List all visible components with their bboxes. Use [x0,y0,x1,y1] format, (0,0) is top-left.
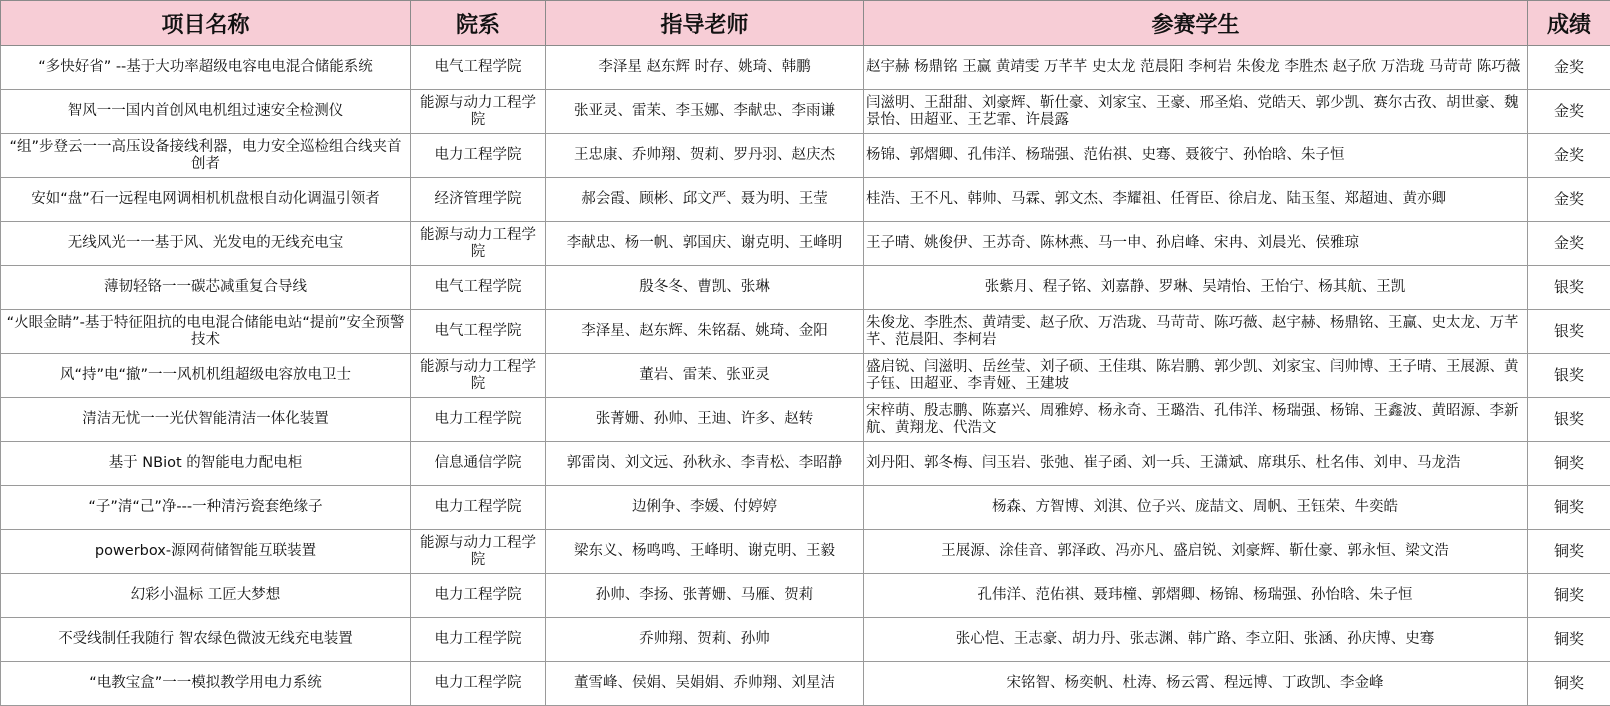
college-cell: 电力工程学院 [411,134,546,178]
result-cell: 金奖 [1528,222,1610,266]
result-cell: 金奖 [1528,46,1610,90]
students-cell: 王展源、涂佳音、郭泽政、冯亦凡、盛启锐、刘豪辉、靳仕豪、郭永恒、梁文浩 [864,530,1528,574]
advisors-cell: 乔帅翔、贺莉、孙帅 [546,618,864,662]
advisors-cell: 李献忠、杨一帆、郭国庆、谢克明、王峰明 [546,222,864,266]
students-cell: 张心恺、王志豪、胡力丹、张志渊、韩广路、李立阳、张涵、孙庆博、史骞 [864,618,1528,662]
students-cell: 孔伟洋、范佑祺、聂玮橦、郭熠卿、杨锦、杨瑞强、孙怡晗、朱子恒 [864,574,1528,618]
college-cell: 能源与动力工程学院 [411,90,546,134]
result-cell: 金奖 [1528,134,1610,178]
advisors-cell: 郝会霞、顾彬、邱文严、聂为明、王莹 [546,178,864,222]
result-cell: 铜奖 [1528,618,1610,662]
college-cell: 电力工程学院 [411,618,546,662]
table-row [1,354,1610,398]
result-cell: 铜奖 [1528,486,1610,530]
advisors-cell: 郭雷岗、刘文远、孙秋永、李青松、李昭静 [546,442,864,486]
college-cell: 能源与动力工程学院 [411,222,546,266]
students-cell: 张紫月、程子铭、刘嘉静、罗琳、吴靖怡、王怡宁、杨其航、王凯 [864,266,1528,310]
college-cell: 能源与动力工程学院 [411,530,546,574]
header-project: 项目名称 [1,1,411,46]
result-cell: 银奖 [1528,354,1610,398]
advisors-cell: 边俐争、李媛、付婷婷 [546,486,864,530]
project-cell: “子”清“己”净---一种清污瓷套绝缘子 [1,486,411,530]
header-students: 参赛学生 [864,1,1528,46]
college-cell: 经济管理学院 [411,178,546,222]
advisors-cell: 张菁姗、孙帅、王迪、许多、赵转 [546,398,864,442]
college-cell: 能源与动力工程学院 [411,354,546,398]
table-row [1,46,1610,90]
project-cell: 基于 NBiot 的智能电力配电柜 [1,442,411,486]
college-cell: 电气工程学院 [411,46,546,90]
result-cell: 铜奖 [1528,442,1610,486]
header-advisors: 指导老师 [546,1,864,46]
project-cell: powerbox-源网荷储智能互联装置 [1,530,411,574]
result-cell: 金奖 [1528,178,1610,222]
students-cell: 桂浩、王不凡、韩帅、马霖、郭文杰、李耀祖、任胥臣、徐启龙、陆玉玺、郑超迪、黄亦卿 [864,178,1528,222]
project-cell: “电教宝盒”一一模拟教学用电力系统 [1,662,411,706]
college-cell: 电气工程学院 [411,266,546,310]
result-cell: 银奖 [1528,310,1610,354]
table-body [1,46,1610,706]
table-row [1,222,1610,266]
students-cell: 宋梓萌、殷志鹏、陈嘉兴、周雅婷、杨永奇、王璐浩、孔伟洋、杨瑞强、杨锦、王鑫波、黄昭源、李新航、黄翔龙、代浩文 [864,398,1528,442]
students-cell: 王子晴、姚俊伊、王苏奇、陈林燕、马一申、孙启峰、宋冉、刘晨光、侯雅琼 [864,222,1528,266]
table-row [1,574,1610,618]
project-cell: “多快好省” --基于大功率超级电容电电混合储能系统 [1,46,411,90]
college-cell: 电力工程学院 [411,398,546,442]
header-college: 院系 [411,1,546,46]
project-cell: “火眼金睛”-基于特征阻抗的电电混合储能电站“提前”安全预警技术 [1,310,411,354]
project-cell: 不受线制任我随行 智农绿色微波无线充电装置 [1,618,411,662]
table-row [1,310,1610,354]
table-row [1,266,1610,310]
table-row [1,398,1610,442]
advisors-cell: 梁东义、杨鸣鸣、王峰明、谢克明、王毅 [546,530,864,574]
project-cell: 风“持”电“撤”一一风机机组超级电容放电卫士 [1,354,411,398]
result-cell: 金奖 [1528,90,1610,134]
table-row [1,618,1610,662]
table-row [1,486,1610,530]
project-cell: 清洁无忧一一光伏智能清洁一体化装置 [1,398,411,442]
project-cell: “组”步登云一一高压设备接线利器，电力安全巡检组合线夹首创者 [1,134,411,178]
college-cell: 电气工程学院 [411,310,546,354]
result-cell: 铜奖 [1528,574,1610,618]
students-cell: 闫滋明、王甜甜、刘豪辉、靳仕豪、刘家宝、王豪、邢圣焰、党皓天、郭少凯、赛尔古孜、胡世豪、魏景怡、田超亚、王艺霏、许晨露 [864,90,1528,134]
advisors-cell: 张亚灵、雷茉、李玉娜、李献忠、李雨谦 [546,90,864,134]
advisors-cell: 王忠康、乔帅翔、贺莉、罗丹羽、赵庆杰 [546,134,864,178]
table-row [1,662,1610,706]
table-row [1,530,1610,574]
project-cell: 智风一一国内首创风电机组过速安全检测仪 [1,90,411,134]
college-cell: 电力工程学院 [411,574,546,618]
advisors-cell: 董岩、雷茉、张亚灵 [546,354,864,398]
header-row [1,1,1610,46]
project-cell: 无线风光一一基于风、光发电的无线充电宝 [1,222,411,266]
header-result: 成绩 [1528,1,1610,46]
advisors-cell: 李泽星、赵东辉、朱铭磊、姚琦、金阳 [546,310,864,354]
students-cell: 杨锦、郭熠卿、孔伟洋、杨瑞强、范佑祺、史骞、聂筱宁、孙怡晗、朱子恒 [864,134,1528,178]
college-cell: 电力工程学院 [411,662,546,706]
students-cell: 刘丹阳、郭冬梅、闫玉岩、张弛、崔子函、刘一兵、王潇斌、席琪乐、杜名伟、刘申、马龙浩 [864,442,1528,486]
students-cell: 宋铭智、杨奕帆、杜涛、杨云霄、程远博、丁政凯、李金峰 [864,662,1528,706]
result-cell: 铜奖 [1528,662,1610,706]
students-cell: 赵宇赫 杨鼎铭 王赢 黄靖雯 万芊芊 史太龙 范晨阳 李柯岩 朱俊龙 李胜杰 赵子欣 万浩珑 马苛苛 陈巧薇 [864,46,1528,90]
table-row [1,442,1610,486]
table-row [1,178,1610,222]
result-cell: 铜奖 [1528,530,1610,574]
project-cell: 安如“盘”石一远程电网调相机机盘根自动化调温引领者 [1,178,411,222]
students-cell: 盛启锐、闫滋明、岳丝莹、刘子硕、王佳琪、陈岩鹏、郭少凯、刘家宝、闫帅博、王子晴、王展源、黄子钰、田超亚、李青娅、王建坡 [864,354,1528,398]
college-cell: 信息通信学院 [411,442,546,486]
table-row [1,90,1610,134]
advisors-cell: 孙帅、李扬、张菁姗、马雁、贺莉 [546,574,864,618]
table-row [1,134,1610,178]
advisors-cell: 李泽星 赵东辉 时存、姚琦、韩鹏 [546,46,864,90]
advisors-cell: 董雪峰、侯娟、吴娟娟、乔帅翔、刘星洁 [546,662,864,706]
students-cell: 朱俊龙、李胜杰、黄靖雯、赵子欣、万浩珑、马苛苛、陈巧薇、赵宇赫、杨鼎铭、王赢、史太龙、万芊芊、范晨阳、李柯岩 [864,310,1528,354]
advisors-cell: 殷冬冬、曹凯、张琳 [546,266,864,310]
project-cell: 薄韧轻铬一一碳芯减重复合导线 [1,266,411,310]
table-header [1,1,1610,46]
result-cell: 银奖 [1528,398,1610,442]
college-cell: 电力工程学院 [411,486,546,530]
students-cell: 杨森、方智博、刘淇、位子兴、庞喆文、周帆、王钰荣、牛奕皓 [864,486,1528,530]
result-cell: 银奖 [1528,266,1610,310]
project-cell: 幻彩小温标 工匠大梦想 [1,574,411,618]
